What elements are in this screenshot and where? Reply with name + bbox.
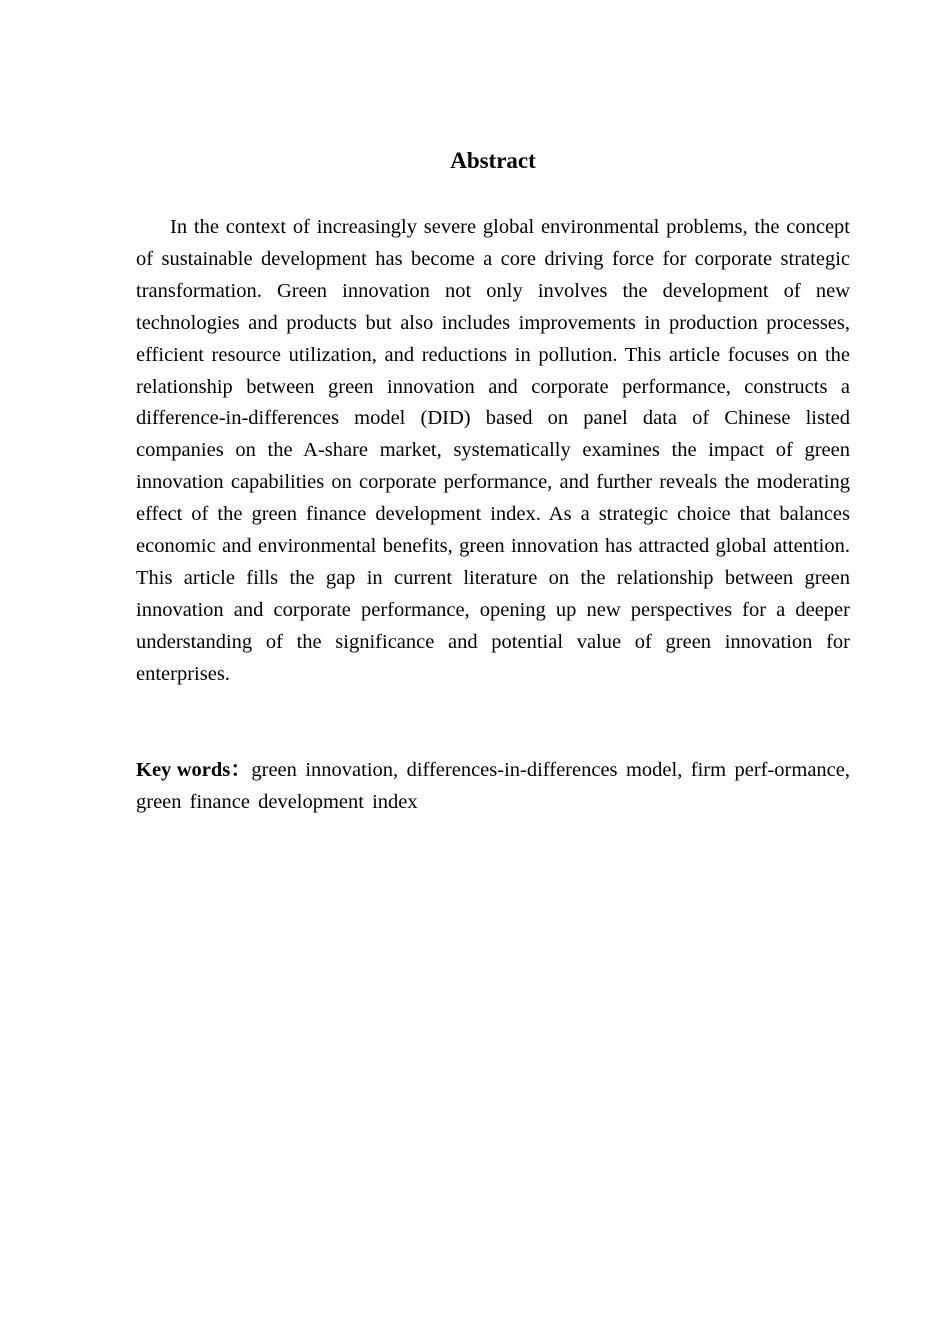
keywords-text: green innovation, differences-in-differences model, firm perf-ormance, green finance development index	[136, 759, 850, 813]
abstract-title: Abstract	[450, 148, 536, 173]
abstract-paragraph: In the context of increasingly severe global environmental problems, the concept of sustainable development has become a core driving force for corporate strategic transformation. Green innovation not only involves the development of new technologies and products but also includes improvements in production processes, efficient resource utilization, and reductions in pollution. This article focuses on the relationship between green innovation and corporate performance, constructs a difference-in-differences model (DID) based on panel data of Chinese listed companies on the A-share market, systematically examines the impact of green innovation capabilities on corporate performance, and further reveals the moderating effect of the green finance development index. As a strategic choice that balances economic and environmental benefits, green innovation has attracted global attention. This article fills the gap in current literature on the relationship between green innovation and corporate performance, opening up new perspectives for a deeper understanding of the significance and potential value of green innovation for enterprises.	[136, 216, 850, 685]
keywords-label: Key words：	[136, 759, 252, 781]
keywords-paragraph	[136, 755, 850, 818]
